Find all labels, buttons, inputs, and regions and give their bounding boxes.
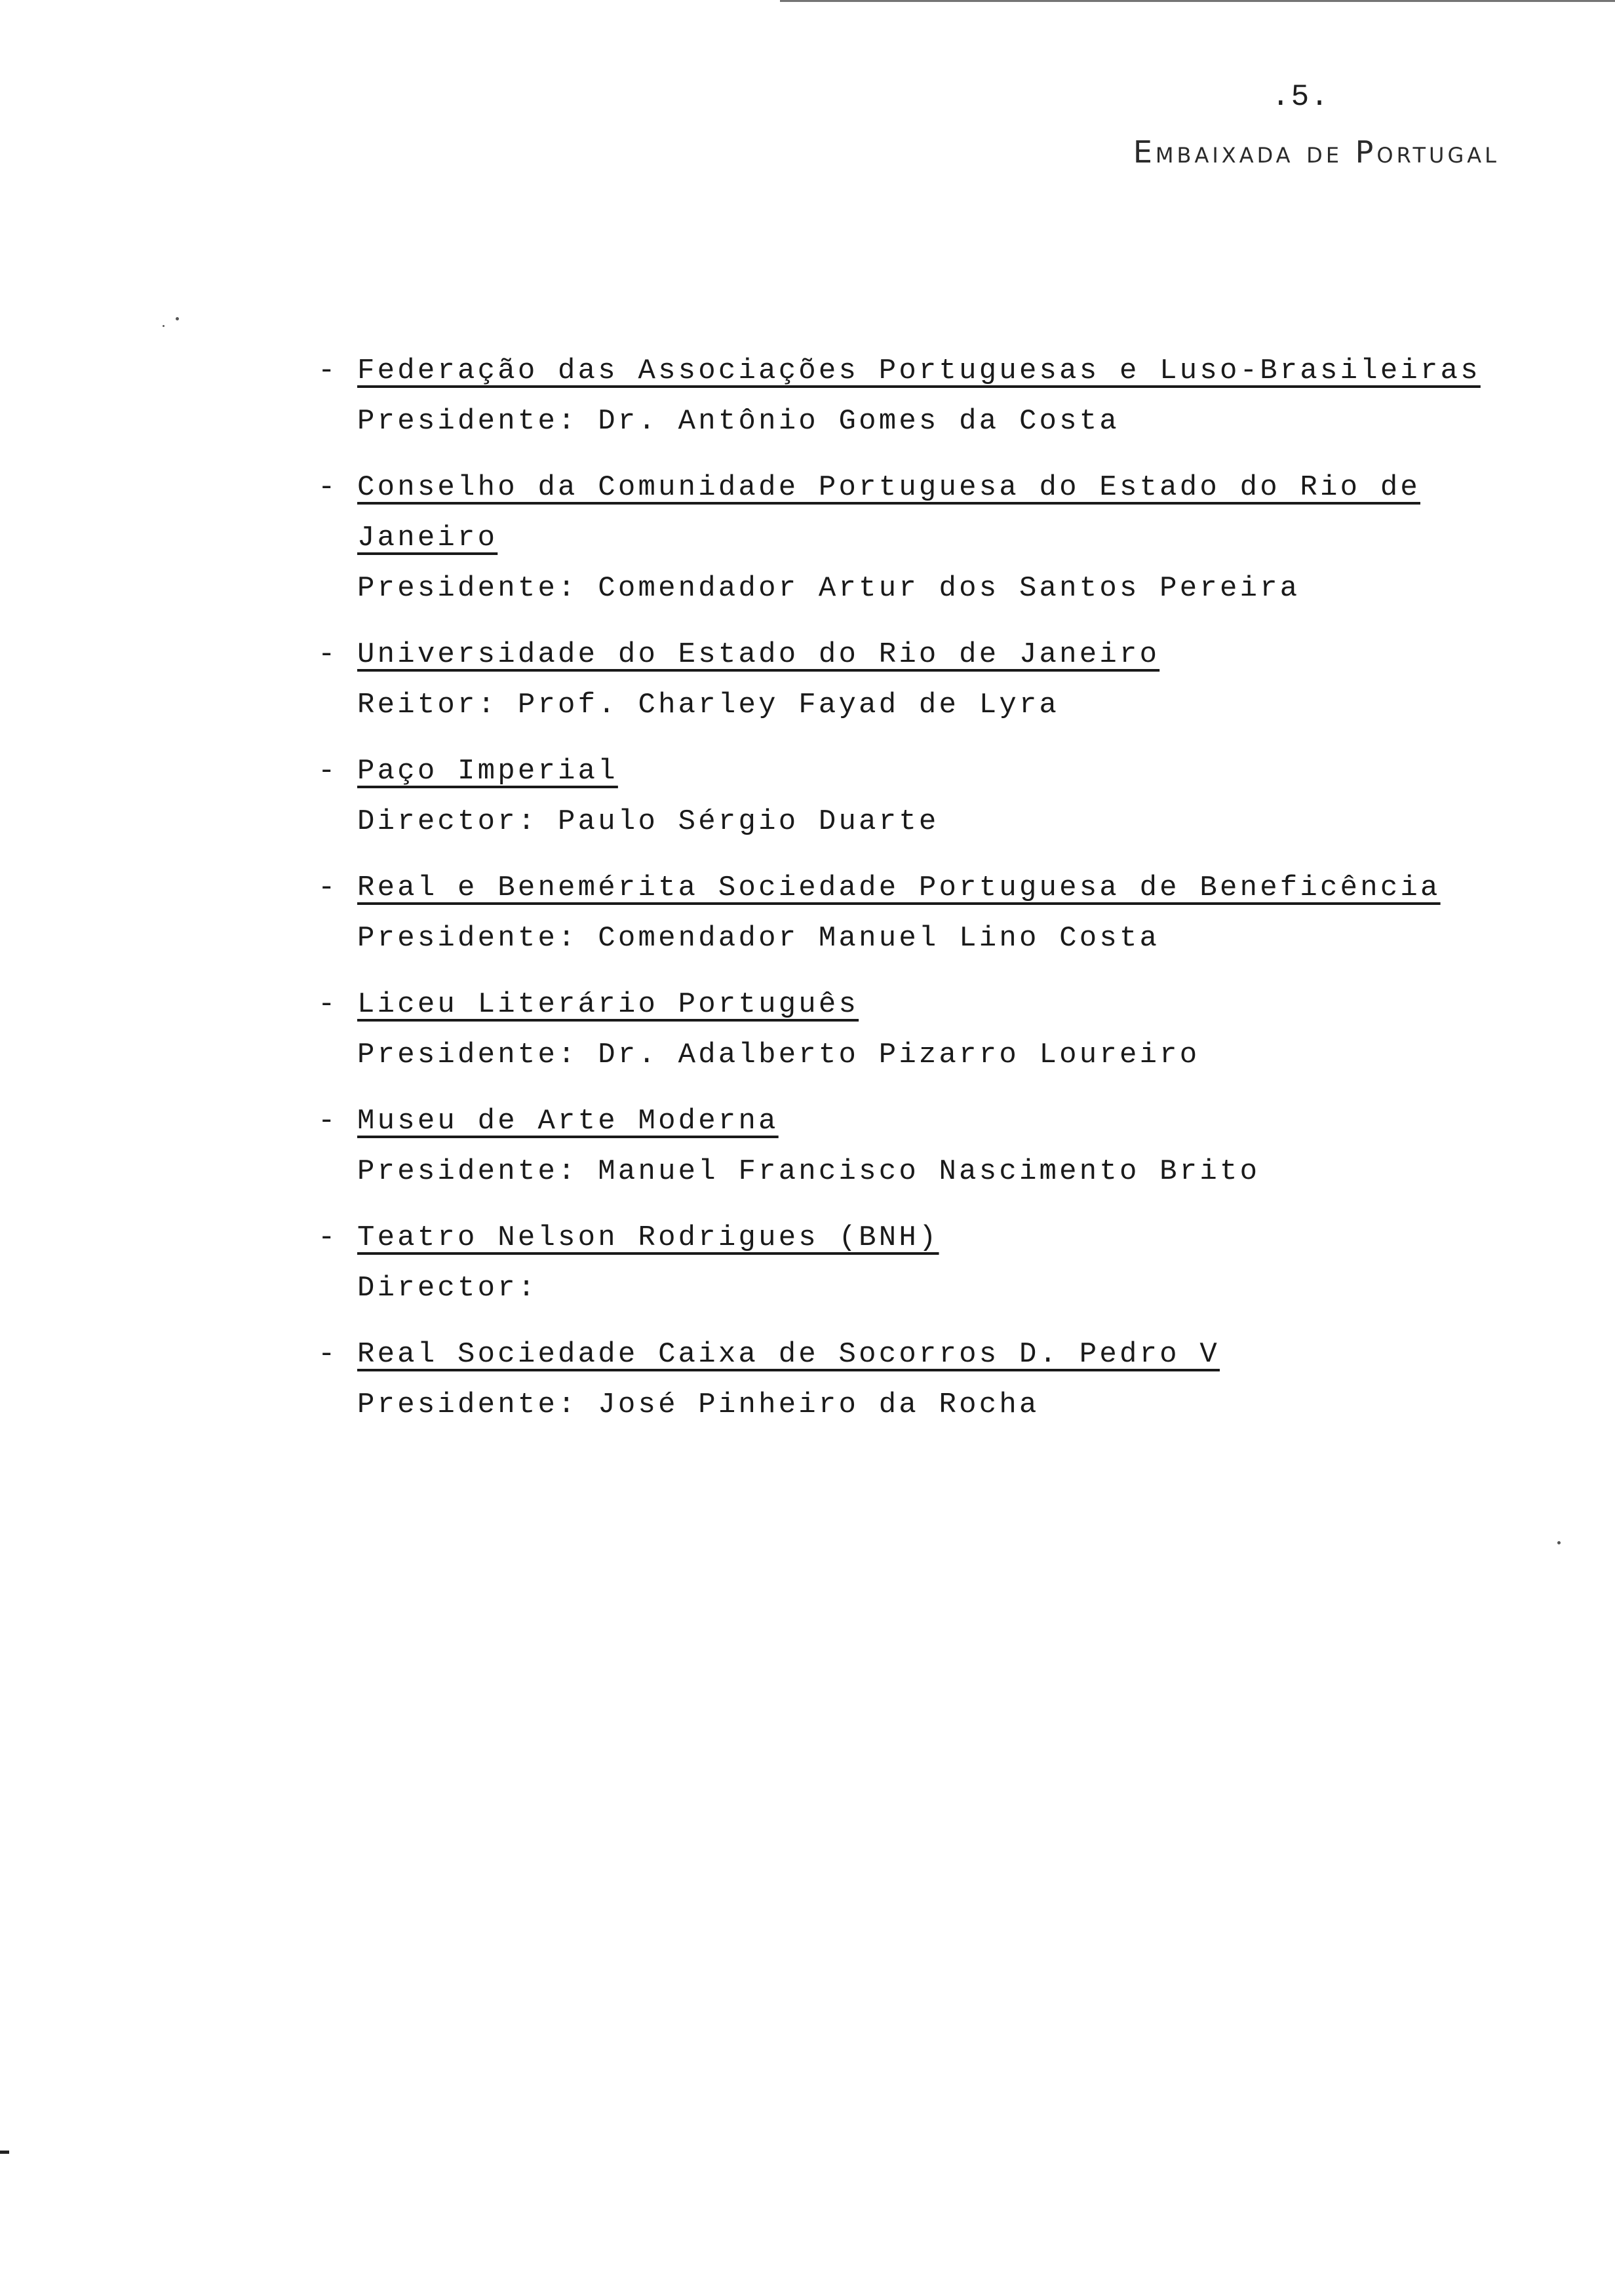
institution-name: Universidade do Estado do Rio de Janeiro xyxy=(357,638,1160,671)
institution-name: Liceu Literário Português xyxy=(357,988,859,1021)
institution-head: Presidente: Manuel Francisco Nascimento Brito xyxy=(357,1155,1260,1188)
entry-dash: - xyxy=(318,988,338,1021)
entry-dash: - xyxy=(318,1338,338,1371)
institution-head: Director: xyxy=(357,1272,538,1305)
scan-speck xyxy=(176,317,179,320)
list-item xyxy=(318,346,1517,447)
institution-name: Federação das Associações Portuguesas e Luso-Brasileiras xyxy=(357,354,1481,387)
institution-name: Paço Imperial xyxy=(357,755,618,788)
scan-speck xyxy=(163,325,165,327)
institution-head: Presidente: Dr. Antônio Gomes da Costa xyxy=(357,405,1119,438)
institution-head: Presidente: Comendador Artur dos Santos Pereira xyxy=(357,572,1300,605)
list-item xyxy=(318,746,1517,847)
page-number: .5. xyxy=(1272,80,1330,114)
institution-name: Real e Benemérita Sociedade Portuguesa de Beneficência xyxy=(357,871,1441,904)
institution-list xyxy=(318,346,1517,1446)
institution-head: Reitor: Prof. Charley Fayad de Lyra xyxy=(357,689,1060,721)
scan-edge-mark xyxy=(0,2151,9,2154)
scan-speck xyxy=(1557,1541,1561,1544)
list-item xyxy=(318,1096,1517,1197)
list-item xyxy=(318,1330,1517,1430)
list-item xyxy=(318,463,1517,614)
entry-dash: - xyxy=(318,755,338,788)
entry-dash: - xyxy=(318,871,338,904)
entry-dash: - xyxy=(318,1105,338,1138)
entry-dash: - xyxy=(318,638,338,671)
institution-head: Presidente: Comendador Manuel Lino Costa xyxy=(357,922,1160,955)
list-item xyxy=(318,980,1517,1081)
institution-name: Museu de Arte Moderna xyxy=(357,1105,779,1138)
scan-top-edge xyxy=(780,0,1615,2)
entry-dash: - xyxy=(318,471,338,504)
list-item xyxy=(318,863,1517,964)
entry-dash: - xyxy=(318,1221,338,1254)
institution-name: Teatro Nelson Rodrigues (BNH) xyxy=(357,1221,939,1254)
institution-head: Presidente: Dr. Adalberto Pizarro Loureiro xyxy=(357,1039,1200,1071)
institution-name: Real Sociedade Caixa de Socorros D. Pedro V xyxy=(357,1338,1220,1371)
institution-head: Presidente: José Pinheiro da Rocha xyxy=(357,1388,1040,1421)
list-item xyxy=(318,1213,1517,1314)
entry-dash: - xyxy=(318,354,338,387)
list-item xyxy=(318,630,1517,731)
institution-head: Director: Paulo Sérgio Duarte xyxy=(357,805,939,838)
institution-name: Conselho da Comunidade Portuguesa do Estado do Rio de Janeiro xyxy=(357,471,1421,554)
letterhead: Embaixada de Portugal xyxy=(1133,134,1500,170)
